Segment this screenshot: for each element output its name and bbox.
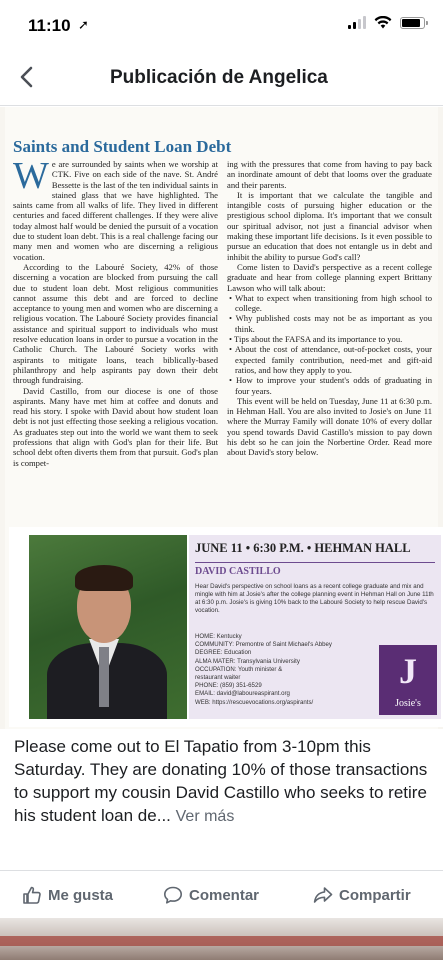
list-item: • Tips about the FAFSA and its importance to you. xyxy=(229,334,403,345)
share-arrow-icon xyxy=(313,885,333,905)
event-headline: JUNE 11 • 6:30 P.M. • HEHMAN HALL xyxy=(195,541,411,555)
next-post-image-preview[interactable] xyxy=(0,918,443,960)
like-label: Me gusta xyxy=(48,886,114,904)
detail-line: WEB: https://rescuevocations.org/aspirants/ xyxy=(195,698,314,706)
detail-line: OCCUPATION: Youth minister & xyxy=(195,665,283,673)
status-bar xyxy=(0,0,443,50)
battery-level xyxy=(402,19,420,27)
detail-line: ALMA MATER: Transylvania University xyxy=(195,657,300,665)
detail-line: COMMUNITY: Premontre of Saint Michael's Abbey xyxy=(195,641,332,649)
comment-icon xyxy=(163,885,183,905)
detail-line: EMAIL: david@laboureaspirant.org xyxy=(195,690,290,698)
article-headline: Saints and Student Loan Debt xyxy=(13,137,232,156)
list-item: • Why published costs may not be as important as you think. xyxy=(229,313,432,334)
article-paragraph: We are surrounded by saints when we worship at CTK. Five on each side of the nave. St. André Bessette is the last of the ten individual saints in stained glass that we have highlighted. The saints came from all walks of life. They lived in different centuries and faced different challenges. If they were alive today almost half would be denied the pursuit of a vocation due to student loan debt. This is a real challenge facing our many men and women who are discerning a religious vocation. xyxy=(13,155,218,262)
detail-line: HOME: Kentucky xyxy=(195,633,242,640)
event-info-box xyxy=(189,535,441,719)
thumbs-up-icon xyxy=(22,885,42,905)
status-time: 11:10 xyxy=(28,16,71,35)
bullet-list xyxy=(227,293,432,396)
battery-icon xyxy=(400,17,425,29)
drop-cap: W xyxy=(13,155,49,197)
status-icons xyxy=(348,16,425,29)
post-actions-bar xyxy=(0,870,443,918)
event-person-name: DAVID CASTILLO xyxy=(195,562,435,577)
post-photo[interactable] xyxy=(0,107,443,729)
event-ad xyxy=(9,527,443,727)
logo-name: Josie's xyxy=(395,698,421,709)
list-item: • How to improve your student's odds of graduating in four years. xyxy=(229,375,432,396)
list-item: • What to expect when transitioning from high school to college. xyxy=(229,292,432,314)
event-details xyxy=(195,633,365,707)
logo-mark: J xyxy=(399,651,417,691)
navigation-bar xyxy=(0,50,443,106)
article-paragraph: ing with the pressures that come from having to pay back an inordinate amount of debt that looms over the graduate and their parents. xyxy=(227,159,432,190)
article-column-left xyxy=(13,155,218,468)
like-button[interactable] xyxy=(22,885,113,905)
caption-text: Please come out to El Tapatio from 3-10pm this Saturday. They are donating 10% of those transactions to support my cousin David Castillo who seeks to retire his student loan de... xyxy=(14,737,428,825)
location-icon: ➚ xyxy=(78,17,89,32)
article-paragraph: David Castillo, from our diocese is one of those aspirants. Many have met him at coffee and donuts and read his story. I spoke with David about how student loan debt is not just effecting those seeking a religious vocation. As graduates step out into the world we want them to seek professions that align with God's plan for their life. But school debt often diverts them from that pursuit. God's plan is compet- xyxy=(13,385,218,468)
article-paragraph: Come listen to David's perspective as a recent college graduate and hear from college planning expert Brittany Lawson who will talk about: xyxy=(227,261,432,293)
detail-line: PHONE: (859) 351-6529 xyxy=(195,682,262,690)
portrait-image xyxy=(29,535,187,719)
detail-line: DEGREE: Education xyxy=(195,649,252,657)
see-more-link[interactable]: Ver más xyxy=(175,808,235,825)
detail-line: restaurant waiter xyxy=(195,674,241,682)
event-description: Hear David's perspective on school loans as a recent college graduate and mix and mingle with him at Josie's after the college planning event in Hehman Hall on June 11th at 6:30 p.m. Josie's is giving 10% back to the Labouré Society to help rescue David's vocation. xyxy=(195,583,434,614)
list-item: • About the cost of attendance, out-of-pocket costs, your expected family contribution, need-met and gift-aid ratios, and how they apply to you. xyxy=(229,344,432,375)
article-column-right xyxy=(227,159,432,458)
page-title: Publicación de Angelica xyxy=(110,67,328,88)
josies-logo xyxy=(379,645,437,715)
article-paragraph: This event will be held on Tuesday, June 11 at 6:30 p.m. in Hehman Hall. You are also invited to Josie's on June 11 where the Murray Family will donate 10% of every dollar you spend towards David Castillo's mission to pay down his debt so he can join the Norbertine Order. Read more about David's story below. xyxy=(227,395,432,458)
chevron-left-icon[interactable] xyxy=(12,62,42,92)
comment-label: Comentar xyxy=(189,886,260,904)
newspaper-clipping xyxy=(5,107,438,729)
article-paragraph: According to the Labouré Society, 42% of those discerning a vocation are blocked from pursuing the call due to student loan debt. Most religious communities cannot assume this debt and are forced to decline acceptance to young men and women who are discerning a religious vocation. The Labouré Society provides financial assistance and spiritual support to individuals who must resolve education loans in order to pursue a vocation in the Catholic Church. The Labouré Society works with aspirants to mitigate loans, teach biblically-based philanthropy and help aspirants pay down their debt through fundraising. xyxy=(13,261,218,386)
post-caption xyxy=(14,735,432,828)
share-label: Compartir xyxy=(339,886,411,904)
share-button[interactable] xyxy=(313,885,411,905)
cellular-signal-icon xyxy=(348,16,366,29)
comment-button[interactable] xyxy=(163,885,259,905)
article-paragraph: It is important that we calculate the tangible and intangible costs of pursuing higher education or the prestigious school diploma. It's important that we consult our spiritual advisor, not just a financial advisor when making these important life decisions. Is it even possible to pursue an education that does not entangle us in debt and inhibit the ability to pursue God's call? xyxy=(227,189,432,262)
wifi-icon xyxy=(374,16,392,29)
